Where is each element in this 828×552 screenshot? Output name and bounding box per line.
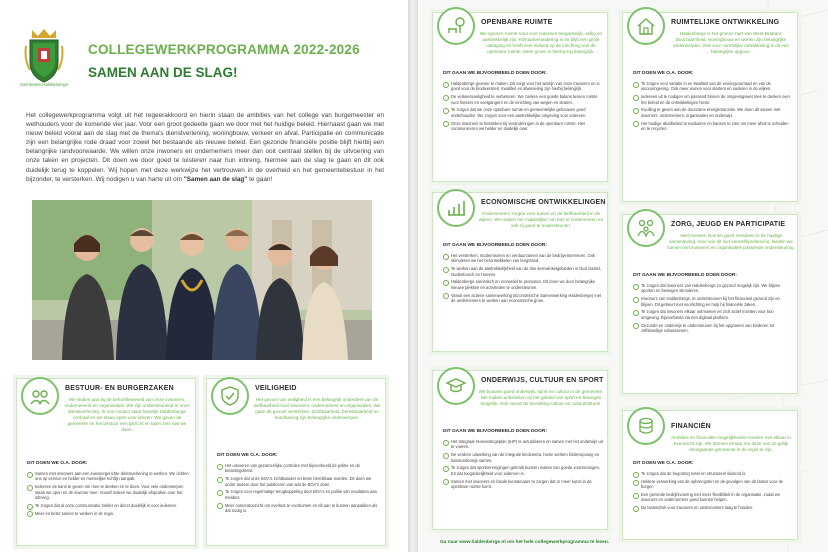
card-subheading: DIT DOEN WE O.A. DOOR: [27, 461, 88, 466]
card-subheading: DIT DOEN WE O.A. DOOR: [217, 453, 278, 458]
card-title: ECONOMISCHE ONTWIKKELINGEN [481, 199, 606, 206]
list-item: Het huidige afvalbeleid te evalueren en kansen te zien om meer afval te scheiden en te recyclen. [633, 121, 793, 132]
list-item: Te zorgen dat al onze communicatie helder en direct duidelijk is voor iedereen. [27, 503, 191, 508]
card-openbare-ruimte [432, 12, 608, 182]
list-item: Te zorgen dat inwoners elkaar ontmoeten en zich actief inzetten voor hun omgeving. Bijvoorbeeld via een digitaal platform. [633, 309, 793, 320]
card-subheading: DIT DOEN WE O.A. DOOR: [633, 461, 694, 466]
card-intro: We bouwen goed onderwijs, sport en cultuur in de gemeente. We maken activiteiten op het gebied van sport en bewegen mogelijk. Ook vanuit de bevolking cultuur en cultuurhistorie. [478, 389, 604, 407]
list-item: Haldenberge toeristisch en recreatief te promoten. Dit doen we door belangrijke nieuwe plekken en activiteiten te ondersteunen. [443, 279, 603, 290]
list-item: De verdere uitwerking van de integrale kindcentra, hierin werken kinderopvang en basisonderwijs samen. [443, 452, 603, 463]
page-subtitle: SAMEN AAN DE SLAG! [88, 65, 238, 80]
list-item: De lastendruk voor inwoners en ondernemers laag te houden. [633, 505, 793, 510]
card-bullet-list [443, 253, 603, 306]
list-item: Samen met inwoners en lokale kunstenaars te zorgen dat er meer kunst in de openbare ruimte komt. [443, 479, 603, 490]
house-icon [627, 7, 665, 45]
card-subheading: DIT GAAN WE BIJVOORBEELD DOEN DOOR: [443, 71, 547, 76]
list-item: Iedereen de kans te geven om mee te denken en te doen. Voor vele onderwerpen staan we open en de inwoner mee. Vooraf maken we duidelijk afspraken over het inbreng. [27, 484, 191, 500]
card-financien [622, 410, 798, 540]
intro-emphasis: "Samen aan de slag" [183, 175, 248, 183]
card-intro: Veel mensen kunnen goed meedoen in de huidige samenleving. Voor wie dit niet vanzelfsprekend is, bieden we samen met inwoners en organisaties passende ondersteuning. [667, 233, 795, 251]
list-item: Invulling te geven aan de duurzame energietransitie. We doen dit samen met inwoners, ondernemers, organisaties en onderwijs. [633, 107, 793, 118]
list-item: Te zorgen dat onze BOA's zichtbaarder en beter bereikbaar worden. Dit doen we onder andere door het publiceren van wat de BOA's doen. [217, 476, 381, 487]
list-item: Te werken aan de aantrekkelijkheid van de drie kernwinkelgebieden in Oud Gastel, Oudenbosch en Hoeven. [443, 266, 603, 277]
card-bullet-list [443, 81, 603, 134]
list-item: Gezonde en onderwijs te ondersteunen bij het opgroeien van kinderen tot zelfstandige volwassenen. [633, 323, 793, 334]
list-item: Meer en beter samen te werken in de regio. [27, 511, 191, 516]
card-bullet-list [27, 471, 191, 518]
list-item: Te zorgen dat inwoners van Haldenberge zo gezond mogelijk zijn. We blijven sporten en bewegen stimuleren. [633, 283, 793, 294]
people-chat-icon [21, 377, 59, 415]
list-item: Het Integraal Huisvestingsplan (IHP) te actualiseren en samen met het onderwijs uit te voeren. [443, 439, 603, 450]
municipal-coat-of-arms-logo [24, 26, 64, 90]
list-item: Iedereen uit te nodigen om passend binnen de omgevingswet mee te denken over het beleid en de ontwikkelingen hierin. [633, 94, 793, 105]
list-item: Samen met inwoners aan een inwonergerichte dienstverlening te werken. We richten ons op service en helder en menselijke richtlijn aanpak. [27, 471, 191, 482]
page-title: COLLEGEWERKPROGRAMMA 2022-2026 [88, 42, 360, 57]
card-economische-ontwikkelingen [432, 192, 608, 352]
bar-chart-growth-icon [437, 189, 475, 227]
card-subheading: DIT GAAN WE BIJVOORBEELD DOEN DOOR: [443, 429, 547, 434]
left-page [0, 0, 408, 552]
card-intro: We openen ruimte rond voor iedereen toegankelijk, veilig en aantrekkelijk zijn. Klimaatverandering is en blijft een grote uitdaging en heeft veel invloed op de inrichting van de openbare ruimte. Meer groen is hierbij erg belangrijk. [479, 31, 603, 55]
council-group-photo [32, 200, 372, 360]
card-title: VEILIGHEID [255, 385, 297, 392]
card-title: BESTUUR- EN BURGERZAKEN [65, 385, 174, 392]
list-item: De verkeersveiligheid te verbeteren. We zoeken een goede balans tussen ruimte voor fietsers en voetgangers en de inrichting van wegen en straten. [443, 94, 603, 105]
card-ruimtelijke-ontwikkeling [622, 12, 798, 202]
footer-website-link[interactable]: Ga naar www.haldenberge.nl om het hele collegewerkprogramma te lezen. [440, 540, 610, 545]
card-bullet-list [633, 81, 793, 134]
card-subheading: DIT GAAN WE BIJVOORBEELD DOEN DOOR: [633, 273, 737, 278]
list-item: Heldere verwerking van de opbrengsten en de gevolgen van de lasten voor de burger. [633, 479, 793, 490]
card-title: ZORG, JEUGD EN PARTICIPATIE [671, 221, 786, 228]
list-item: Het versterken, moderniseren en verduurzamen van de bedrijventerreinen. Ook stimuleren we het herontwikkelen van leegstand. [443, 253, 603, 264]
list-item: Te zorgen voor variatie in en kwaliteit van de woningvoorraad en van de woonomgeving. Ook meer wonen voor starters en ouderen in de wijken. [633, 81, 793, 92]
graduation-book-icon [437, 367, 475, 405]
card-bullet-list [633, 471, 793, 513]
list-item: Een gezonde bedrijfsvoering met meer flexibiliteit in de organisatie, zodat we inwoners en ondernemers goed kunnen helpen. [633, 492, 793, 503]
right-page [418, 0, 828, 552]
card-title: FINANCIËN [671, 423, 711, 430]
intro-paragraph [26, 111, 384, 184]
municipality-name: Gemeente Haldenberge [19, 82, 69, 87]
card-intro: Het gevoel van veiligheid is een belangrijk onderdeel van de leefbaarheid voor inwoners, ondernemers en organisaties. We gaan dit gevoel versterken. Zichtbaarheid, bereikbaarheid en handhaving zijn belangrijke onderwerpen. [253, 397, 381, 421]
card-title: ONDERWIJS, CULTUUR EN SPORT [481, 377, 604, 384]
card-zorg-jeugd-participatie [622, 214, 798, 394]
card-bullet-list [217, 463, 381, 516]
list-item: Haldenberge groener te maken. Dit zorgt voor het welzijn van onze inwoners en is goed voor de biodiversiteit. Kwaliteit en afwisseling zijn hierbij belangrijk. [443, 81, 603, 92]
card-intro: We sluiten aan bij de behoeftewereld van onze inwoners, ondernemers en organisaties. We zijn ondersteunend in onze dienstverlening. In ons contact staat hartelijk Haldenberge centraal en we staan open voor ideeën. We geven de gemeente en het bestuur een gezicht en laten zien wat we doen. [64, 397, 190, 433]
card-bullet-list [443, 439, 603, 492]
card-title: RUIMTELIJKE ONTWIKKELING [671, 19, 780, 26]
card-onderwijs-cultuur-sport [432, 370, 608, 530]
list-item: Te zorgen dat sportverenigingen gebruik kunnen maken van goede voorzieningen. En dat toegankelijkheid voor iedereen is. [443, 465, 603, 476]
list-item: Inwoners van Haldenberge, te ondersteunen bij het financieel gezond zijn en blijven. Dit gebeurt met voorlichting en hulp bij financiële zaken. [633, 296, 793, 307]
intro-closing: te gaan! [247, 175, 273, 183]
shield-icon [211, 377, 249, 415]
card-intro: Haldenberge is het groene hart van West-Brabant. Duurzaamheid, woningbouw en wonen zijn belangrijke onderwerpen. Ook voor ruimtelijke ontwikkeling is dit een belangrijke opgave. [673, 31, 789, 55]
list-item: Te zorgen voor regelmatige terugkoppeling door BOA's en politie van resultaten aan melders. [217, 489, 381, 500]
card-intro: Ondernemers zorgen voor banen en de leefbaarheid in de wijken. We maken het makkelijker om hier te ondernemen en ook zij goed te ondersteunen. [478, 211, 604, 229]
list-item: Te zorgen dat we onze openbare ruimte en gemeentelijke gebouwen goed onderhouden. We zorgen voor een aantrekkelijke omgeving voor iedereen. [443, 107, 603, 118]
list-item: Meer cameratoezicht om overlast te voorkomen en dit aan te kunnen aanpakken als dat nodig is. [217, 503, 381, 514]
card-subheading: DIT GAAN WE BIJVOORBEELD DOEN DOOR: [443, 243, 547, 248]
list-item: Het uitvoeren van gezamenlijke controles met bijvoorbeeld de politie en de belastingdienst. [217, 463, 381, 474]
list-item: Vanuit een actieve samenwerking (Economische Samenwerking Haldenberge) met de ondernemers te werken aan economische groei. [443, 293, 603, 304]
intro-text: Het collegewerkprogramma volgt uit het regeerakkoord en hierin staan de ambities van het college van burgemeester en wethouders voor de komende vier jaar. Voor een groot gedeelte gaan we door met het huidige beleid. Hiernaast gaan we met nieuw beleid vooral aan de slag met de thema's dienstverlening, woningbouw, verkeer en afval. Participatie en communicatie zijn een belangrijke rode draad voor zowel het bestaande als nieuwe beleid. Een gezonde financiële positie blijft hierbij een belangrijke randvoorwaarde. We willen onze inwoners en ondernemers meer dan ooit centraal stellen bij de uitvoering van onze taken en projecten. Dit doen we door goed te luisteren naar hun inbreng, hiermee aan de slag te gaan en dit ook duidelijk terug te koppelen. Wij hopen met deze werkwijze het vertrouwen in de overheid en het gemeentebestuur in het bijzonder, te versterken. Wij nodigen u van harte uit om [26, 112, 384, 183]
page-gutter [408, 0, 418, 552]
card-veiligheid [206, 378, 386, 546]
card-title: OPENBARE RUIMTE [481, 19, 553, 26]
card-bullet-list [633, 283, 793, 336]
park-bench-icon [437, 7, 475, 45]
list-item: Te zorgen dat de begroting reëel en structureel sluitend is. [633, 471, 793, 476]
card-bestuur-burgerzaken [16, 378, 196, 546]
family-icon [627, 209, 665, 247]
list-item: Onze inwoners te betrekken bij veranderingen in de openbare ruimte. Hier communiceren we helder en duidelijk over. [443, 121, 603, 132]
card-subheading: DIT DOEN WE O.A. DOOR: [633, 71, 694, 76]
card-intro: Ambities en financiële mogelijkheden moeten met elkaar in evenwicht zijn. We streven ernaar om deze van de gelijk doorgaande gemeente in de regio te zijn. [671, 435, 791, 453]
coins-icon [627, 407, 665, 445]
